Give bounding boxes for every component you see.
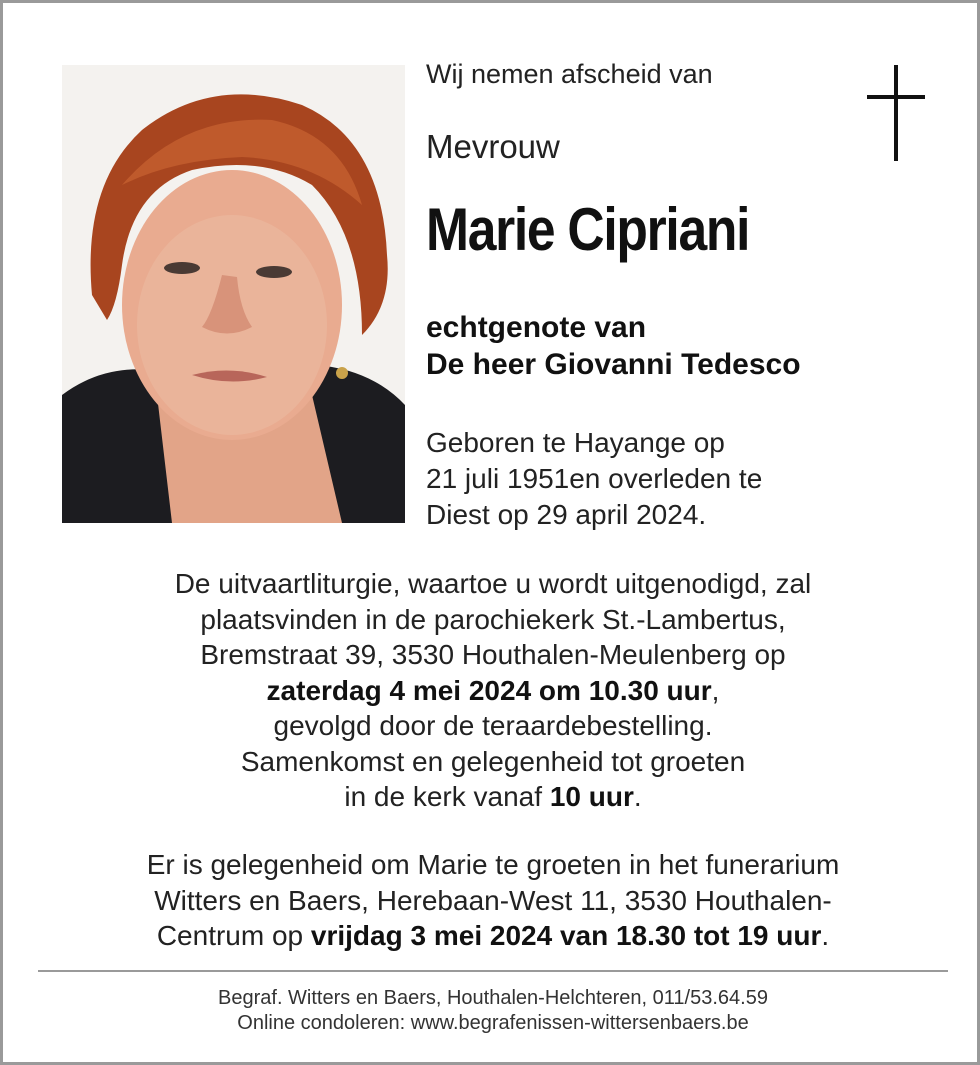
birth-line-2: 21 juli 1951en overleden te [426, 463, 763, 494]
funeral-block [43, 566, 943, 815]
birth-death-block [426, 425, 762, 533]
funeral-date-line: zaterdag 4 mei 2024 om 10.30 uur, [266, 674, 720, 706]
funeral-line-7: in de kerk vanaf 10 uur. [344, 781, 642, 812]
funeral-line-3: Bremstraat 39, 3530 Houthalen-Meulenberg op [200, 639, 786, 670]
spouse-name: De heer Giovanni Tedesco [426, 348, 801, 381]
funeral-line-6: Samenkomst en gelegenheid tot groeten [240, 745, 746, 777]
viewing-line-2: Witters en Baers, Herebaan-West 11, 3530 Houthalen- [154, 884, 832, 916]
birth-line-3: Diest op 29 april 2024. [426, 499, 707, 530]
intro-text: Wij nemen afscheid van [426, 59, 713, 89]
birth-line-1: Geboren te Hayange op [426, 427, 725, 458]
portrait-photo [62, 65, 405, 523]
spouse-block [426, 309, 801, 383]
gathering-time: 10 uur [549, 781, 634, 812]
viewing-block [43, 847, 943, 954]
funeral-line-5: gevolgd door de teraardebestelling. [273, 710, 713, 741]
divider [38, 970, 948, 972]
cross-icon [867, 65, 925, 161]
viewing-line-3: Centrum op vrijdag 3 mei 2024 van 18.30 tot 19 uur. [156, 920, 830, 951]
spouse-relation: echtgenote van [426, 311, 647, 344]
funeral-line-2: plaatsvinden in de parochiekerk St.-Lambertus, [200, 603, 786, 635]
honorific: Mevrouw [426, 128, 560, 165]
funeral-date: zaterdag 4 mei 2024 om 10.30 uur [266, 674, 712, 706]
viewing-date: vrijdag 3 mei 2024 van 18.30 tot 19 uur [310, 920, 822, 951]
funeral-home-line: Begraf. Witters en Baers, Houthalen-Helchteren, 011/53.64.59 [218, 987, 768, 1009]
footer [43, 986, 943, 1036]
funeral-line-1: De uitvaartliturgie, waartoe u wordt uitgenodigd, zal [174, 568, 812, 599]
viewing-line-1: Er is gelegenheid om Marie te groeten in het funerarium [146, 849, 840, 880]
condolence-line: Online condoleren: www.begrafenissen-wittersenbaers.be [237, 1012, 749, 1034]
deceased-name: Marie Cipriani [426, 196, 750, 263]
